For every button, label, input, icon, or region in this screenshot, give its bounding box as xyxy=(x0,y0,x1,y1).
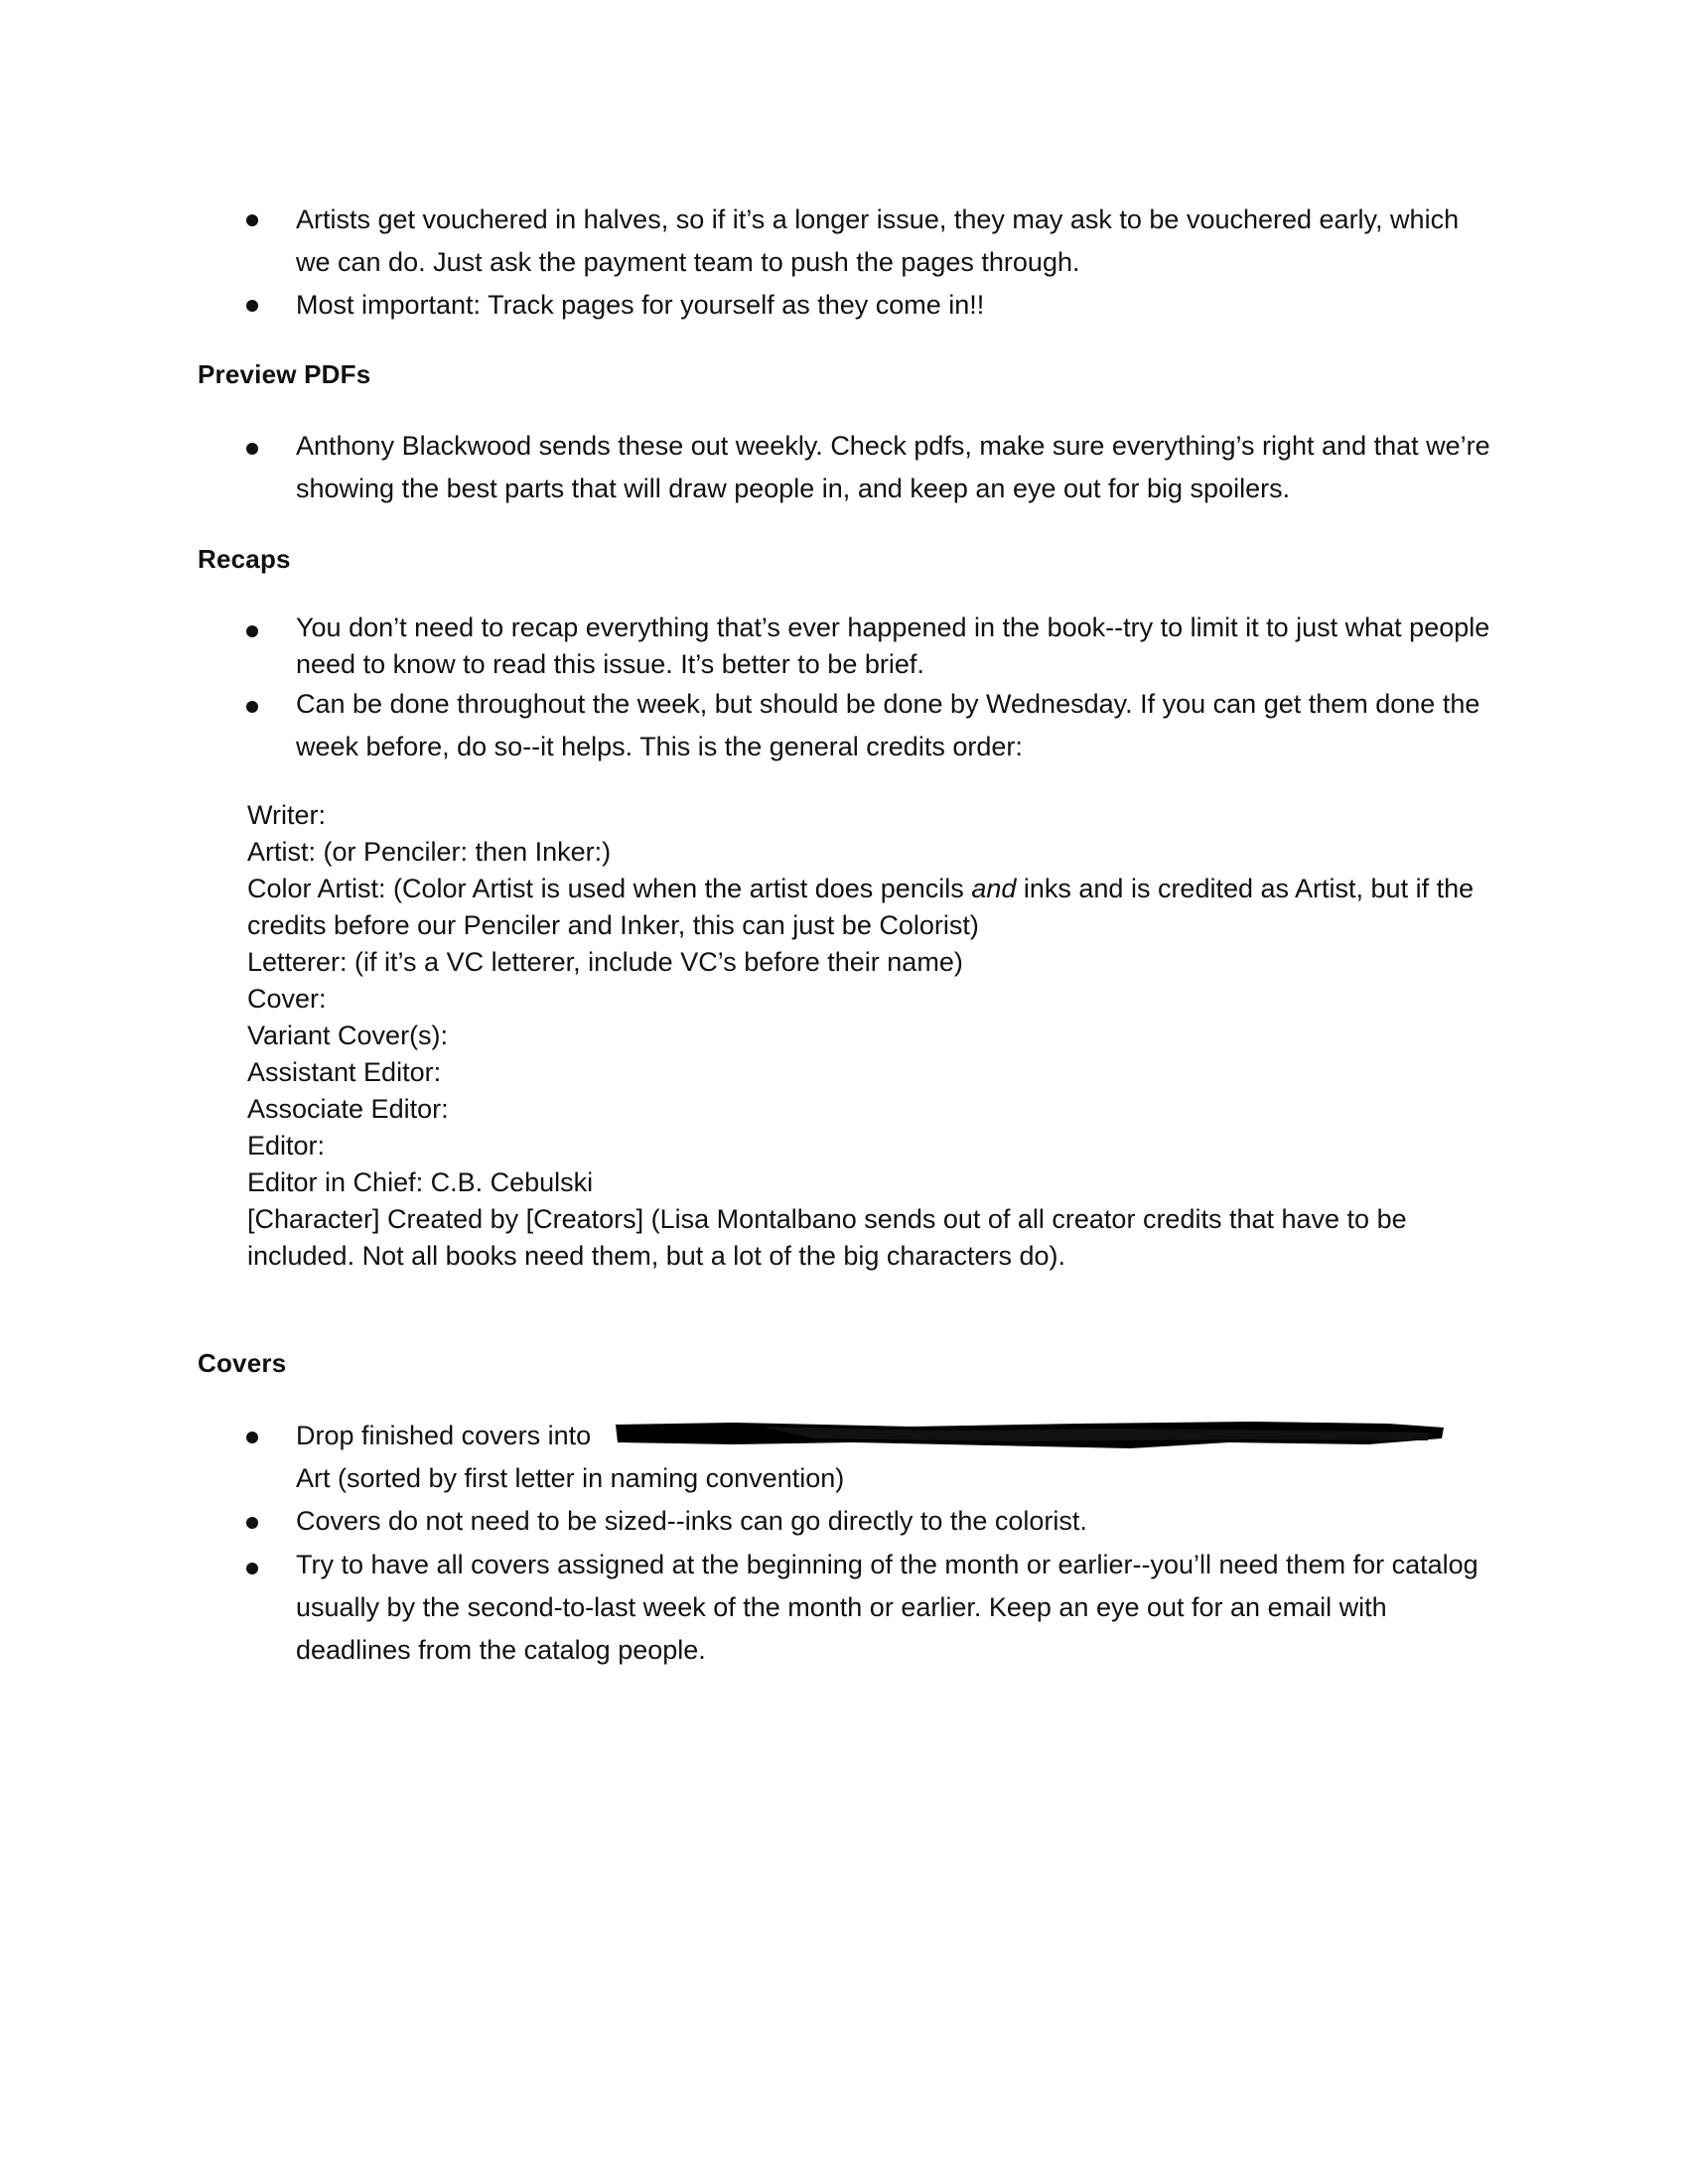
section-heading-recaps: Recaps xyxy=(198,544,291,574)
bullet-text: Artists get vouchered in halves, so if it’s a longer issue, they may ask to be vouchered early, which we can do. Just ask the payment team to push the pages through. xyxy=(296,205,1467,277)
bullet-text: Most important: Track pages for yourself as they come in!! xyxy=(296,290,985,320)
bullet-text-line2: Art (sorted by first letter in naming convention) xyxy=(296,1463,845,1493)
bullet-icon xyxy=(246,1432,258,1443)
bullet-icon xyxy=(246,443,258,455)
credit-line-artist: Artist: (or Penciler: then Inker:) xyxy=(247,837,612,867)
bullet-text: You don’t need to recap everything that’s ever happened in the book--try to limit it to just what people need to know to read this issue. It’s better to be brief. xyxy=(296,613,1497,679)
credit-line-letterer: Letterer: (if it’s a VC letterer, include VC’s before their name) xyxy=(247,947,963,977)
credit-line-created-by: [Character] Created by [Creators] (Lisa Montalbano sends out of all creator credits that have to be included. Not all books need them, but a lot of the big characters do). xyxy=(247,1204,1415,1271)
redaction-mark xyxy=(614,1421,1448,1450)
credit-line-cover: Cover: xyxy=(247,984,327,1014)
bullet-text: Try to have all covers assigned at the beginning of the month or earlier--you’ll need them for catalog usually by the second-to-last week of the month or earlier. Keep an eye out for an email with deadlines from the catalog people. xyxy=(296,1550,1486,1665)
bullet-icon xyxy=(246,701,258,713)
bullet-text-prefix: Drop finished covers into xyxy=(296,1421,599,1450)
credit-emphasis: and xyxy=(971,874,1017,903)
credit-line-color-artist xyxy=(247,871,1508,944)
credit-line-variant-cover: Variant Cover(s): xyxy=(247,1021,449,1050)
bullet-icon xyxy=(246,214,258,226)
credit-line-editor-in-chief: Editor in Chief: C.B. Cebulski xyxy=(247,1167,594,1197)
credit-line-associate-editor: Associate Editor: xyxy=(247,1094,449,1124)
bullet-text: Can be done throughout the week, but should be done by Wednesday. If you can get them done the week before, do so--it helps. This is the general credits order: xyxy=(296,689,1487,761)
credit-line-writer: Writer: xyxy=(247,800,326,830)
bullet-icon xyxy=(246,625,258,637)
section-heading-preview-pdfs: Preview PDFs xyxy=(198,359,371,389)
bullet-text: Anthony Blackwood sends these out weekly. Check pdfs, make sure everything’s right and that we’re showing the best parts that will draw people in, and keep an eye out for big spoilers. xyxy=(296,431,1498,503)
bullet-icon xyxy=(246,1517,258,1529)
bullet-icon xyxy=(246,300,258,312)
bullet-icon xyxy=(246,1563,258,1574)
credit-text: Color Artist: (Color Artist is used when the artist does pencils xyxy=(247,874,972,903)
credits-order-block xyxy=(247,797,1508,1275)
bullet-text: Covers do not need to be sized--inks can go directly to the colorist. xyxy=(296,1506,1087,1536)
credit-line-editor: Editor: xyxy=(247,1131,326,1160)
section-heading-covers: Covers xyxy=(198,1348,287,1378)
credit-text: inks and is credited as Artist, but if the credits before our Penciler and Inker, this can just be Colorist) xyxy=(247,874,1481,940)
credit-line-assistant-editor: Assistant Editor: xyxy=(247,1057,442,1087)
